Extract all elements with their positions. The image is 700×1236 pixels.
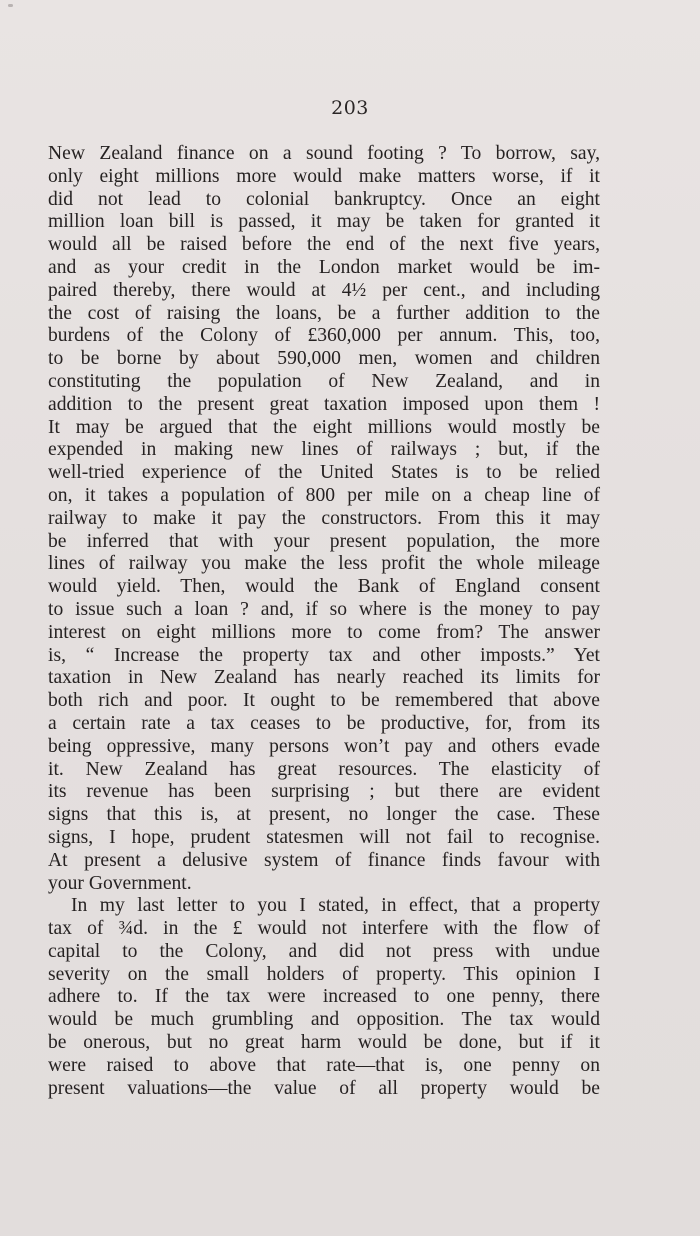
text-line: be inferred that with your present population, the more	[48, 530, 600, 552]
text-line: were raised to above that rate—that is, one penny on	[48, 1054, 600, 1076]
text-line: burdens of the Colony of £360,000 per annum. This, too,	[48, 325, 600, 347]
text-line: well-tried experience of the United States is to be relied	[48, 462, 600, 484]
text-line: lines of railway you make the less profit the whole mileage	[48, 553, 600, 575]
text-line: to issue such a loan ? and, if so where is the money to pay	[48, 598, 600, 620]
text-line: expended in making new lines of railways ; but, if the	[48, 439, 600, 461]
text-line: and as your credit in the London market would be im-	[48, 256, 600, 278]
page-blemish	[8, 4, 13, 7]
text-line: be onerous, but no great harm would be done, but if it	[48, 1032, 600, 1054]
paragraph-start-line: In my last letter to you I stated, in effect, that a property	[71, 895, 600, 917]
text-line: on, it takes a population of 800 per mile on a cheap line of	[48, 484, 600, 506]
text-line: tax of ¾d. in the £ would not interfere with the flow of	[48, 918, 600, 940]
text-line: both rich and poor. It ought to be remembered that above	[48, 690, 600, 712]
text-line: being oppressive, many persons won’t pay and others evade	[48, 735, 600, 757]
text-line: interest on eight millions more to come from? The answer	[48, 621, 600, 643]
text-line: present valuations—the value of all property would be	[48, 1077, 600, 1099]
text-line: addition to the present great taxation imposed upon them !	[48, 393, 600, 415]
text-line: signs that this is, at present, no longer the case. These	[48, 804, 600, 826]
text-line: It may be argued that the eight millions would mostly be	[48, 416, 600, 438]
text-line: paired thereby, there would at 4½ per cent., and including	[48, 279, 600, 301]
text-line: adhere to. If the tax were increased to one penny, there	[48, 986, 600, 1008]
text-line: railway to make it pay the constructors. From this it may	[48, 507, 600, 529]
text-line: would be much grumbling and opposition. The tax would	[48, 1009, 600, 1031]
text-line: would all be raised before the end of the next five years,	[48, 234, 600, 256]
body-text	[48, 143, 600, 1100]
text-line: its revenue has been surprising ; but there are evident	[48, 781, 600, 803]
text-line: taxation in New Zealand has nearly reached its limits for	[48, 667, 600, 689]
text-line: severity on the small holders of property. This opinion I	[48, 963, 600, 985]
text-line: is, “ Increase the property tax and other imposts.” Yet	[48, 644, 600, 666]
page-number: 203	[331, 97, 369, 119]
text-line: to be borne by about 590,000 men, women and children	[48, 348, 600, 370]
text-line: only eight millions more would make matters worse, if it	[48, 165, 600, 187]
text-line: constituting the population of New Zealand, and in	[48, 370, 600, 392]
text-line: At present a delusive system of finance finds favour with	[48, 849, 600, 871]
text-line: did not lead to colonial bankruptcy. Once an eight	[48, 188, 600, 210]
text-line: New Zealand finance on a sound footing ? To borrow, say,	[48, 143, 600, 164]
paragraph-end-line: your Government.	[48, 872, 192, 894]
text-line: the cost of raising the loans, be a further addition to the	[48, 302, 600, 324]
text-line: capital to the Colony, and did not press with undue	[48, 940, 600, 962]
text-line: a certain rate a tax ceases to be productive, for, from its	[48, 712, 600, 734]
text-line: million loan bill is passed, it may be taken for granted it	[48, 211, 600, 233]
text-line: it. New Zealand has great resources. The elasticity of	[48, 758, 600, 780]
text-line: would yield. Then, would the Bank of England consent	[48, 576, 600, 598]
text-line: signs, I hope, prudent statesmen will not fail to recognise.	[48, 826, 600, 848]
